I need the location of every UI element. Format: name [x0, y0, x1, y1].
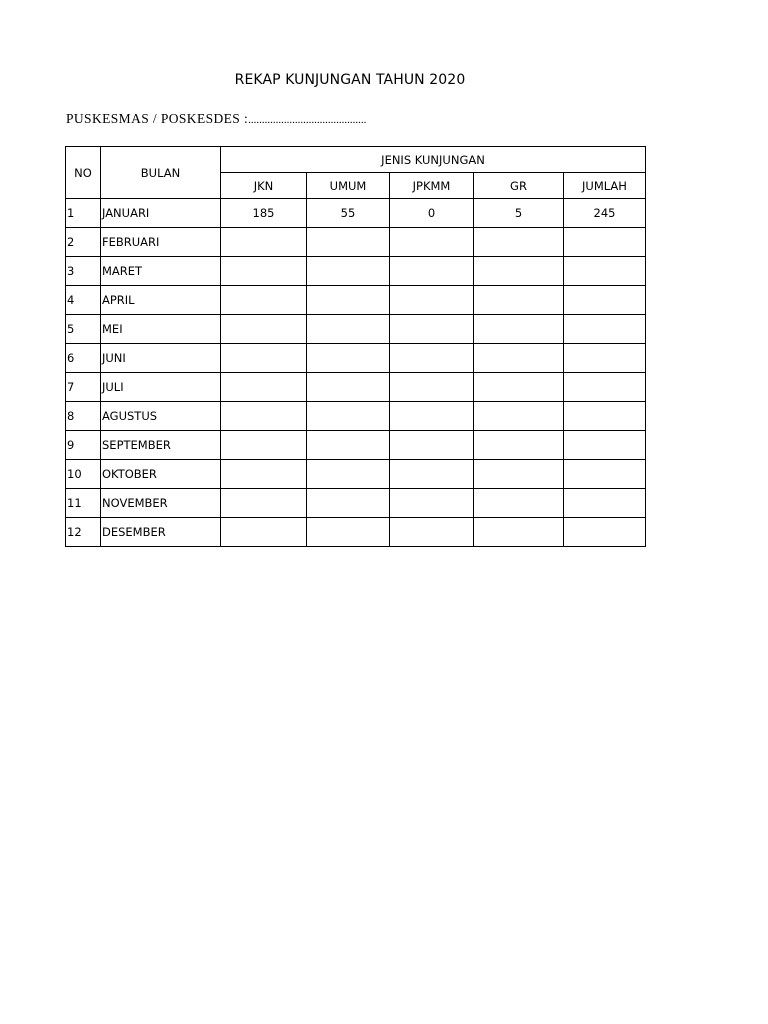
header-jenis-kunjungan: JENIS KUNJUNGAN: [221, 147, 646, 173]
cell-gr: [474, 489, 564, 518]
cell-jpkmm: [390, 431, 474, 460]
cell-umum: 55: [307, 199, 390, 228]
cell-jumlah: [564, 344, 646, 373]
cell-jpkmm: [390, 286, 474, 315]
cell-jumlah: [564, 373, 646, 402]
cell-jpkmm: [390, 315, 474, 344]
cell-jumlah: [564, 257, 646, 286]
table-row: [66, 257, 646, 286]
cell-jpkmm: [390, 344, 474, 373]
header-jkn: JKN: [221, 173, 307, 199]
rekap-table: [65, 146, 646, 547]
cell-jumlah: [564, 402, 646, 431]
cell-jumlah: 245: [564, 199, 646, 228]
cell-jumlah: [564, 460, 646, 489]
table-row: [66, 315, 646, 344]
cell-bulan: MARET: [101, 257, 221, 286]
table-row: [66, 431, 646, 460]
table-row: [66, 489, 646, 518]
cell-jpkmm: [390, 402, 474, 431]
cell-jkn: [221, 344, 307, 373]
cell-no: 8: [66, 402, 101, 431]
table-row: [66, 460, 646, 489]
cell-jpkmm: 0: [390, 199, 474, 228]
cell-gr: [474, 373, 564, 402]
puskesmas-blank: ...........................................: [248, 114, 367, 126]
cell-bulan: OKTOBER: [101, 460, 221, 489]
cell-jkn: [221, 286, 307, 315]
cell-bulan: SEPTEMBER: [101, 431, 221, 460]
cell-gr: [474, 286, 564, 315]
cell-bulan: JUNI: [101, 344, 221, 373]
cell-no: 1: [66, 199, 101, 228]
cell-no: 6: [66, 344, 101, 373]
cell-bulan: APRIL: [101, 286, 221, 315]
cell-gr: [474, 344, 564, 373]
puskesmas-line: [66, 111, 366, 127]
cell-no: 11: [66, 489, 101, 518]
cell-umum: [307, 402, 390, 431]
cell-umum: [307, 228, 390, 257]
cell-umum: [307, 460, 390, 489]
cell-jkn: [221, 228, 307, 257]
header-bulan: BULAN: [101, 147, 221, 199]
cell-jpkmm: [390, 489, 474, 518]
table-row: [66, 199, 646, 228]
cell-umum: [307, 489, 390, 518]
cell-jkn: [221, 315, 307, 344]
header-gr: GR: [474, 173, 564, 199]
table-row: [66, 518, 646, 547]
cell-gr: [474, 518, 564, 547]
cell-umum: [307, 373, 390, 402]
table-row: [66, 228, 646, 257]
document-title: REKAP KUNJUNGAN TAHUN 2020: [234, 72, 466, 88]
cell-umum: [307, 344, 390, 373]
cell-no: 2: [66, 228, 101, 257]
cell-bulan: JULI: [101, 373, 221, 402]
cell-bulan: AGUSTUS: [101, 402, 221, 431]
table-row: [66, 344, 646, 373]
cell-umum: [307, 431, 390, 460]
cell-gr: [474, 315, 564, 344]
cell-no: 5: [66, 315, 101, 344]
header-no: NO: [66, 147, 101, 199]
cell-gr: [474, 257, 564, 286]
cell-jpkmm: [390, 257, 474, 286]
cell-jumlah: [564, 286, 646, 315]
table-body: [66, 199, 646, 547]
cell-gr: 5: [474, 199, 564, 228]
cell-jkn: [221, 460, 307, 489]
cell-jpkmm: [390, 460, 474, 489]
cell-no: 3: [66, 257, 101, 286]
cell-jpkmm: [390, 518, 474, 547]
table-row: [66, 373, 646, 402]
puskesmas-label: PUSKESMAS / POSKESDES :: [66, 111, 249, 126]
cell-no: 10: [66, 460, 101, 489]
cell-jpkmm: [390, 228, 474, 257]
cell-jkn: [221, 518, 307, 547]
cell-umum: [307, 257, 390, 286]
cell-jumlah: [564, 228, 646, 257]
cell-no: 12: [66, 518, 101, 547]
cell-no: 7: [66, 373, 101, 402]
cell-no: 9: [66, 431, 101, 460]
cell-jkn: 185: [221, 199, 307, 228]
header-row-1: [66, 147, 646, 173]
header-umum: UMUM: [307, 173, 390, 199]
cell-bulan: FEBRUARI: [101, 228, 221, 257]
cell-bulan: JANUARI: [101, 199, 221, 228]
cell-gr: [474, 460, 564, 489]
cell-bulan: MEI: [101, 315, 221, 344]
cell-gr: [474, 431, 564, 460]
cell-no: 4: [66, 286, 101, 315]
cell-bulan: DESEMBER: [101, 518, 221, 547]
cell-jkn: [221, 431, 307, 460]
header-jpkmm: JPKMM: [390, 173, 474, 199]
cell-jkn: [221, 373, 307, 402]
cell-jkn: [221, 402, 307, 431]
cell-jkn: [221, 489, 307, 518]
table-row: [66, 402, 646, 431]
cell-jkn: [221, 257, 307, 286]
cell-gr: [474, 402, 564, 431]
cell-bulan: NOVEMBER: [101, 489, 221, 518]
header-jumlah: JUMLAH: [564, 173, 646, 199]
cell-umum: [307, 315, 390, 344]
cell-umum: [307, 518, 390, 547]
table-row: [66, 286, 646, 315]
cell-jumlah: [564, 489, 646, 518]
cell-jpkmm: [390, 373, 474, 402]
cell-jumlah: [564, 431, 646, 460]
cell-gr: [474, 228, 564, 257]
cell-umum: [307, 286, 390, 315]
cell-jumlah: [564, 315, 646, 344]
cell-jumlah: [564, 518, 646, 547]
